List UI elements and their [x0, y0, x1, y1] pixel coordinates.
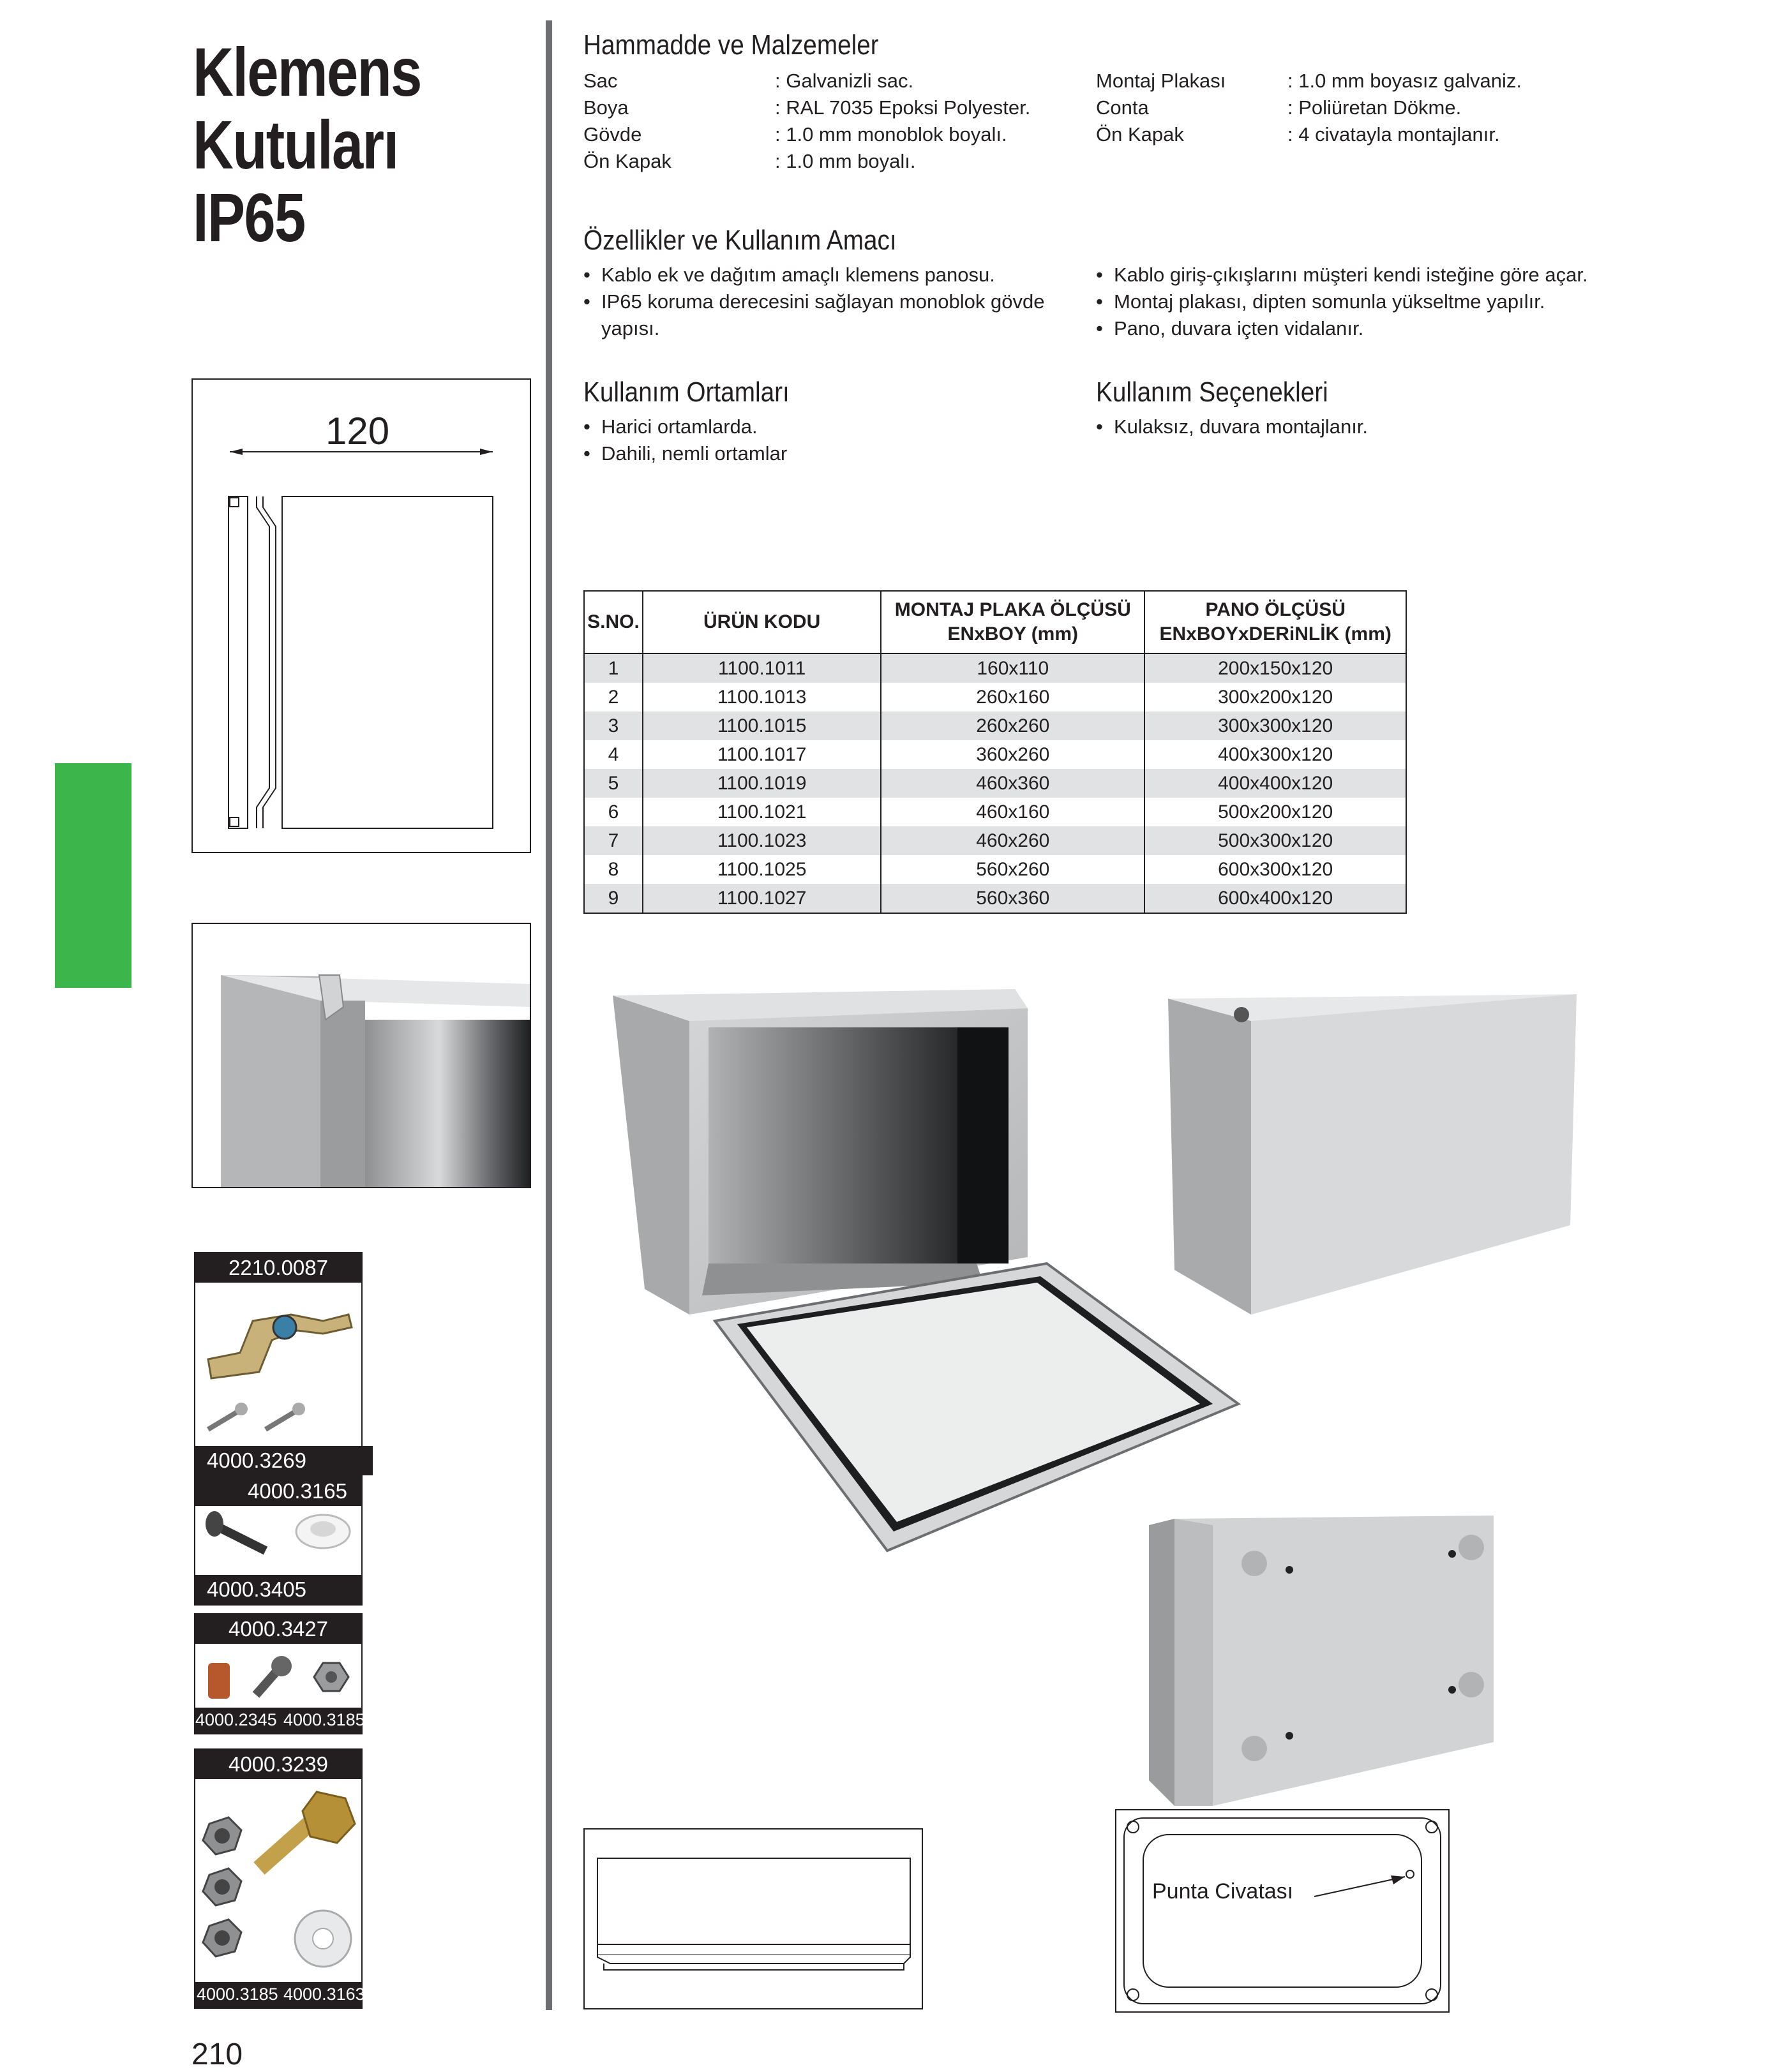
- accessory-card-4: [194, 1748, 363, 2009]
- section-color-tab: [55, 763, 131, 988]
- col-header-code: ÜRÜN KODU: [643, 591, 881, 653]
- title-line-3: IP65: [193, 179, 305, 256]
- table-row: 4 1100.1017 360x260 400x300x120: [584, 740, 1406, 769]
- table-row: 7 1100.1023 460x260 500x300x120: [584, 826, 1406, 855]
- accessory-code-right: 4000.3163: [283, 1985, 365, 2004]
- table-row: 8 1100.1025 560x260 600x300x120: [584, 855, 1406, 884]
- screw-cup-image: [195, 1506, 361, 1575]
- list-item: • Pano, duvara içten vidalanır.: [1096, 317, 1364, 339]
- accessory-code-top: 4000.3239: [195, 1750, 361, 1779]
- vertical-divider: [546, 20, 552, 2010]
- accessory-code-right: 4000.3185: [283, 1710, 365, 1729]
- list-item: • Dahili, nemli ortamlar: [583, 442, 788, 465]
- title-line-1: Klemens: [193, 33, 421, 110]
- spec-value: : 1.0 mm boyalı.: [775, 150, 916, 172]
- spec-label: Boya: [583, 96, 629, 119]
- accessory-code-bottom: 4000.3269: [195, 1446, 373, 1475]
- list-item: • Montaj plakası, dipten somunla yükseltme yapılır.: [1096, 290, 1545, 313]
- spec-value: : 1.0 mm boyasız galvaniz.: [1287, 70, 1522, 92]
- side-view-svg: [193, 380, 530, 852]
- back-view-enclosure-image: [1149, 1516, 1494, 1806]
- col-header-sno: S.NO.: [584, 591, 643, 653]
- spec-label: Gövde: [583, 123, 642, 145]
- list-item: • Kulaksız, duvara montajlanır.: [1096, 415, 1369, 438]
- options-list: [1096, 414, 1368, 440]
- spec-label: Conta: [1096, 96, 1149, 119]
- table-row: 6 1100.1021 460x160 500x200x120: [584, 798, 1406, 826]
- spec-value: : 4 civatayla montajlanır.: [1287, 123, 1500, 145]
- closeup-photo: [191, 923, 531, 1188]
- materials-left: [583, 68, 1030, 175]
- product-table: [583, 590, 1407, 914]
- table-row: 1 1100.1011 160x110 200x150x120: [584, 653, 1406, 683]
- features-left-list: [583, 262, 1044, 342]
- bolt-nut-image: [195, 1644, 361, 1708]
- options-heading: Kullanım Seçenekleri: [1096, 376, 1328, 408]
- col-header-panel: PANO ÖLÇÜSÜ ENxBOYxDERiNLİK (mm): [1144, 591, 1406, 653]
- accessory-code-left: 4000.2345: [195, 1710, 277, 1729]
- accessory-code-top: 2210.0087: [195, 1253, 361, 1283]
- table-row: 2 1100.1013 260x160 300x200x120: [584, 683, 1406, 712]
- accessory-code-top: 4000.3427: [195, 1614, 361, 1644]
- title-line-2: Kutuları: [193, 106, 398, 183]
- open-enclosure-image: [613, 989, 1238, 1551]
- accessory-card-3: [194, 1613, 363, 1734]
- spec-label: Montaj Plakası: [1096, 70, 1226, 92]
- spec-value: : RAL 7035 Epoksi Polyester.: [775, 96, 1031, 119]
- list-item: • Kablo ek ve dağıtım amaçlı klemens panosu.: [583, 264, 995, 286]
- diagram-label: Punta Civatası: [1152, 1879, 1294, 1904]
- accessory-code-top: 4000.3165: [195, 1477, 361, 1506]
- materials-heading: Hammadde ve Malzemeler: [583, 29, 879, 61]
- side-view-drawing: [191, 378, 531, 853]
- table-row: 5 1100.1019 460x360 400x400x120: [584, 769, 1406, 798]
- list-item: • Harici ortamlarda.: [583, 415, 758, 438]
- closed-enclosure-image: [1168, 994, 1577, 1315]
- accessory-card-1: [194, 1252, 363, 1482]
- list-item: • Kablo giriş-çıkışlarını müşteri kendi isteğine göre açar.: [1096, 264, 1588, 286]
- features-heading: Özellikler ve Kullanım Amacı: [583, 225, 897, 256]
- list-item: yapısı.: [601, 317, 660, 339]
- product-photos: [600, 983, 1596, 1812]
- table-row: 3 1100.1015 260x260 300x300x120: [584, 712, 1406, 740]
- col-header-plate: MONTAJ PLAKA ÖLÇÜSÜ ENxBOY (mm): [881, 591, 1144, 653]
- materials-right: [1096, 68, 1522, 148]
- environments-heading: Kullanım Ortamları: [583, 376, 790, 408]
- closeup-photo-svg: [193, 924, 530, 1187]
- spec-value: : Poliüretan Dökme.: [1287, 96, 1462, 119]
- accessory-code-left: 4000.3185: [197, 1985, 278, 2004]
- features-right-list: [1096, 262, 1588, 342]
- list-item: • IP65 koruma derecesini sağlayan monoblok gövde: [583, 290, 1045, 313]
- hex-bolt-image: [195, 1779, 361, 1977]
- dimension-label: 120: [326, 410, 390, 452]
- page-title: [193, 33, 421, 256]
- front-section-drawing: [583, 1828, 923, 2009]
- rear-plate-drawing: [1115, 1809, 1450, 2013]
- bracket-image: [195, 1283, 361, 1449]
- page-number: 210: [191, 2038, 243, 2071]
- front-section-svg: [585, 1830, 922, 2008]
- rear-plate-svg: [1116, 1810, 1448, 2011]
- environments-list: [583, 414, 787, 467]
- spec-label: Sac: [583, 70, 618, 92]
- spec-value: : Galvanizli sac.: [775, 70, 914, 92]
- accessory-code-bottom: 4000.3405: [195, 1575, 361, 1604]
- table-row: 9 1100.1027 560x360 600x400x120: [584, 884, 1406, 913]
- spec-label: Ön Kapak: [583, 150, 671, 172]
- spec-label: Ön Kapak: [1096, 123, 1184, 145]
- spec-value: : 1.0 mm monoblok boyalı.: [775, 123, 1007, 145]
- accessory-card-2: [194, 1475, 363, 1606]
